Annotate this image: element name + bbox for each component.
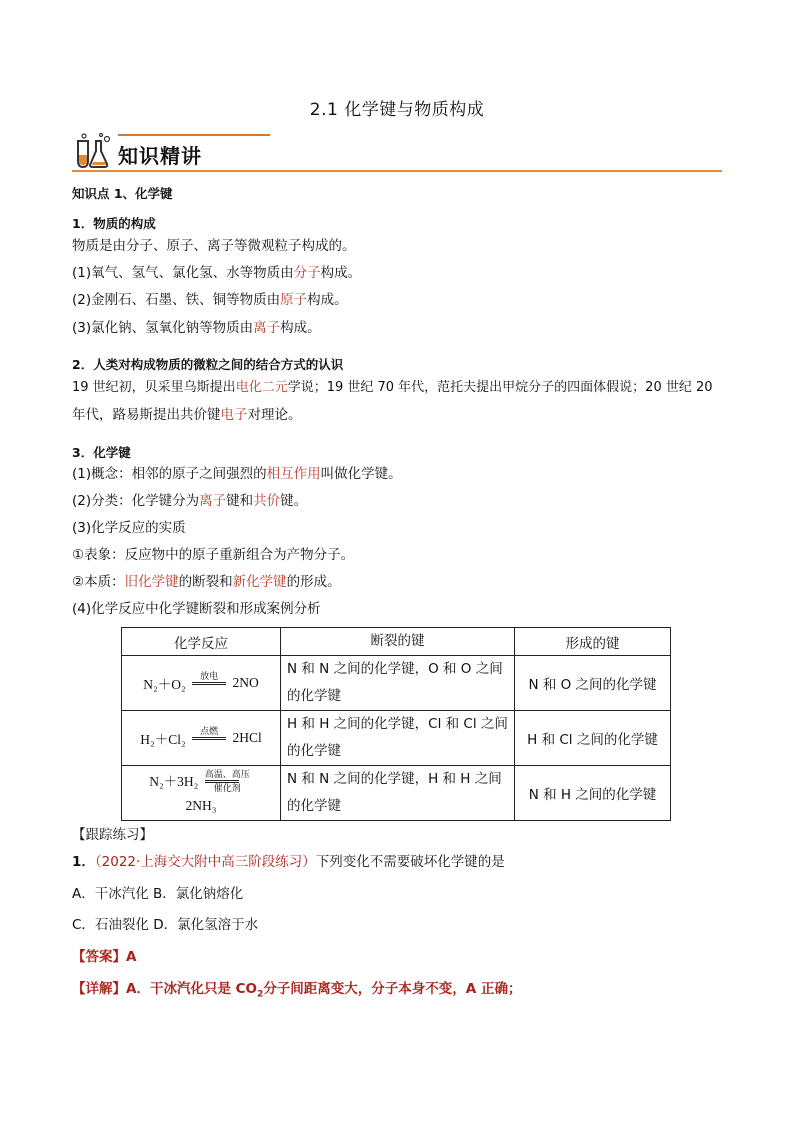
section-1-heading: 1．物质的构成 bbox=[72, 216, 156, 231]
case-analysis-heading: (4)化学反应中化学键断裂和形成案例分析 bbox=[72, 601, 321, 617]
section-banner bbox=[72, 131, 722, 173]
question-1: 1．（2022·上海交大附中高三阶段练习）下列变化不需要破坏化学键的是 bbox=[72, 854, 505, 870]
broken-bonds: H 和 H 之间的化学键，Cl 和 Cl 之间的化学键 bbox=[281, 711, 515, 766]
banner-label: 知识精讲 bbox=[118, 144, 202, 168]
header-reaction: 化学反应 bbox=[122, 628, 281, 656]
option-c: C．石油裂化 bbox=[72, 917, 149, 933]
table-row bbox=[122, 656, 671, 711]
reaction-equation: N₂＋O₂ 放电 2NO bbox=[122, 656, 281, 711]
reaction-equation: N₂＋3H₂ 高温、高压 催化剂 2NH₃ bbox=[122, 766, 281, 821]
section-2-heading: 2．人类对构成物质的微粒之间的结合方式的认识 bbox=[72, 357, 344, 372]
banner-top-rule bbox=[118, 134, 270, 136]
table-row bbox=[122, 766, 671, 821]
broken-bonds: N 和 N 之间的化学键，O 和 O 之间的化学键 bbox=[281, 656, 515, 711]
section-1-item-2: (2)金刚石、石墨、铁、铜等物质由原子构成。 bbox=[72, 292, 348, 308]
section-1-item-3: (3)氯化钠、氢氧化钠等物质由离子构成。 bbox=[72, 320, 321, 336]
options-row-1 bbox=[72, 886, 243, 902]
lab-flask-icon bbox=[72, 131, 112, 171]
header-formed: 形成的键 bbox=[515, 628, 671, 656]
options-row-2 bbox=[72, 917, 258, 933]
section-2-line-2: 年代，路易斯提出共价键电子对理论。 bbox=[72, 407, 302, 423]
section-3-heading: 3．化学键 bbox=[72, 445, 131, 460]
broken-bonds: N 和 N 之间的化学键，H 和 H 之间的化学键 bbox=[281, 766, 515, 821]
header-broken: 断裂的键 bbox=[281, 628, 515, 656]
bond-analysis-table bbox=[121, 627, 671, 821]
essence-nature: ②本质：旧化学键的断裂和新化学键的形成。 bbox=[72, 574, 341, 590]
bond-concept: (1)概念：相邻的原子之间强烈的相互作用叫做化学键。 bbox=[72, 466, 402, 482]
knowledge-point-heading: 知识点 1、化学键 bbox=[72, 186, 173, 201]
option-a: A．干冰汽化 bbox=[72, 886, 149, 902]
option-d: D．氯化氢溶于水 bbox=[153, 917, 259, 933]
formed-bonds: N 和 H 之间的化学键 bbox=[515, 766, 671, 821]
practice-heading: 【跟踪练习】 bbox=[72, 827, 153, 843]
section-2-line-1: 19 世纪初，贝采里乌斯提出电化二元学说；19 世纪 70 年代，范托夫提出甲烷分子的四面体假说；20 世纪 20 bbox=[72, 380, 713, 395]
table-header-row bbox=[122, 628, 671, 656]
table-row bbox=[122, 711, 671, 766]
reaction-essence: (3)化学反应的实质 bbox=[72, 520, 186, 536]
essence-appearance: ①表象：反应物中的原子重新组合为产物分子。 bbox=[72, 547, 355, 563]
formed-bonds: N 和 O 之间的化学键 bbox=[515, 656, 671, 711]
detail-line: 【详解】A．干冰汽化只是 $CO_2$分子间距离变大，分子本身不变，A 正确； bbox=[72, 981, 522, 1000]
page-title: 2.1 化学键与物质构成 bbox=[309, 100, 485, 120]
section-1-intro: 物质是由分子、原子、离子等微观粒子构成的。 bbox=[72, 238, 356, 254]
option-b: B．氯化钠熔化 bbox=[153, 886, 244, 902]
banner-underline bbox=[72, 170, 722, 172]
reaction-equation: H₂＋Cl₂ 点燃 2HCl bbox=[122, 711, 281, 766]
formed-bonds: H 和 Cl 之间的化学键 bbox=[515, 711, 671, 766]
section-1-item-1: (1)氧气、氢气、氯化氢、水等物质由分子构成。 bbox=[72, 265, 362, 281]
answer-line: 【答案】A bbox=[72, 949, 137, 965]
bond-classification: (2)分类：化学键分为离子键和共价键。 bbox=[72, 493, 308, 509]
